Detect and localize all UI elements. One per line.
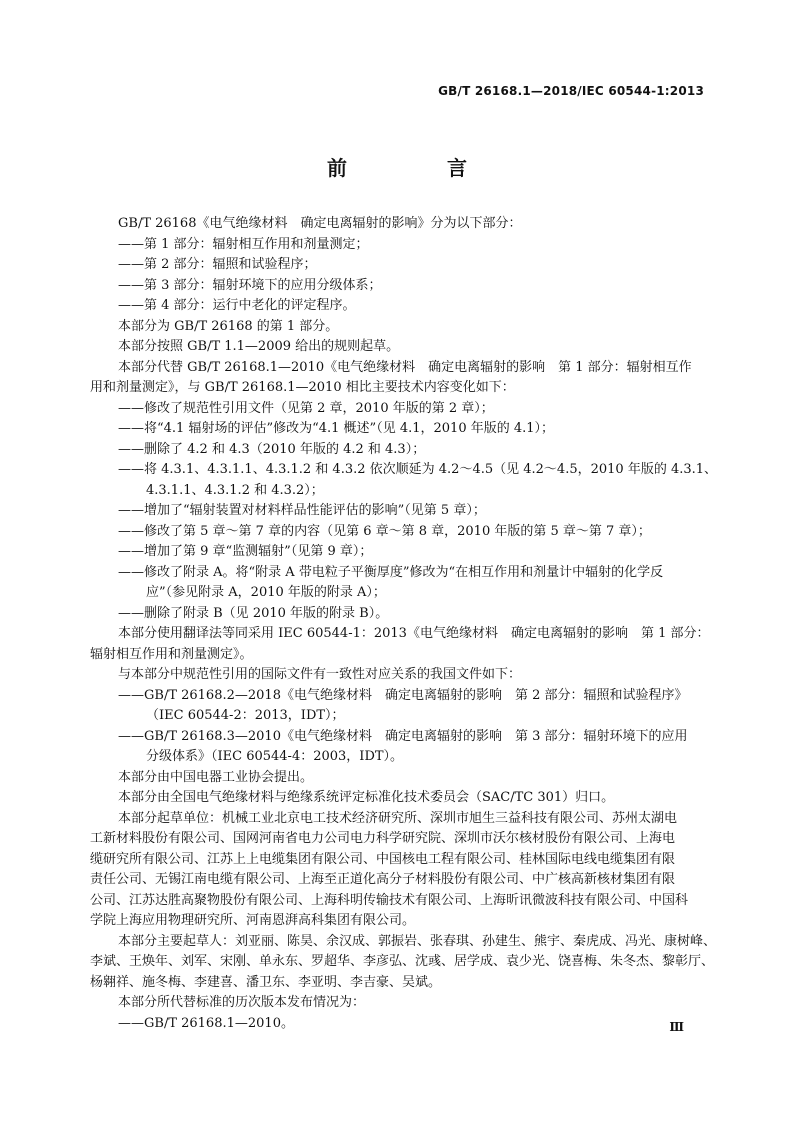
body-line: ——第 2 部分：辐照和试验程序； — [118, 257, 317, 272]
body-line: ——第 1 部分：辐射相互作用和剂量测定； — [118, 236, 369, 252]
body-line: 用和剂量测定》，与 GB/T 26168.1—2010 相比主要技术内容变化如下： — [90, 380, 515, 395]
body-line: ——GB/T 26168.3—2010《电气绝缘材料 确定电离辐射的影响 第 3 部分：辐射环境下的应用 — [118, 728, 688, 744]
body-line: ——增加了第 9 章“监测辐射”（见第 9 章）； — [118, 544, 373, 559]
body-line: ——修改了第 5 章～第 7 章的内容（见第 6 章～第 8 章，2010 年版的第 5 章～第 7 章）； — [118, 523, 651, 539]
body-line: 本部分为 GB/T 26168 的第 1 部分。 — [118, 318, 339, 334]
body-line: 应”（参见附录 A，2010 年版的附录 A）； — [146, 585, 386, 600]
body-line: 辐射相互作用和剂量测定》。 — [90, 646, 253, 662]
body-line: ——将 4.3.1、4.3.1.1、4.3.1.2 和 4.3.2 依次顺延为 4.2～4.5（见 4.2～4.5，2010 年版的 4.3.1、 — [118, 462, 718, 477]
page-title: 前 言 — [327, 156, 507, 180]
body-line: 4.3.1.1、4.3.1.2 和 4.3.2）； — [146, 482, 324, 498]
body-line: ——GB/T 26168.2—2018《电气绝缘材料 确定电离辐射的影响 第 2 部分：辐照和试验程序》 — [118, 687, 688, 703]
body-line: 本部分起草单位：机械工业北京电工技术经济研究所、深圳市旭生三益科技有限公司、苏州太湖电 — [118, 810, 678, 826]
body-line: 分级体系》（IEC 60544-4：2003，IDT）。 — [146, 749, 404, 764]
document-body — [90, 214, 718, 1034]
body-line: ——修改了规范性引用文件（见第 2 章，2010 年版的第 2 章）； — [118, 400, 494, 416]
body-line: 杨翱祥、施冬梅、李建喜、潘卫东、李亚明、李吉豪、吴斌。 — [90, 974, 442, 990]
body-line: 本部分按照 GB/T 1.1—2009 给出的规则起草。 — [118, 339, 400, 354]
body-line: ——删除了 4.2 和 4.3（2010 年版的 4.2 和 4.3）； — [118, 441, 426, 457]
body-line: 本部分主要起草人：刘亚丽、陈昊、余汉成、郭振岩、张春琪、孙建生、熊宇、秦虎成、冯光、康树峰、 — [118, 933, 717, 949]
body-line: 本部分使用翻译法等同采用 IEC 60544-1：2013《电气绝缘材料 确定电离辐射的影响 第 1 部分： — [118, 626, 710, 641]
body-line: 缆研究所有限公司、江苏上上电缆集团有限公司、中国核电工程有限公司、桂林国际电线电缆集团有限 — [90, 851, 676, 867]
body-line: 本部分代替 GB/T 26168.1—2010《电气绝缘材料 确定电离辐射的影响 第 1 部分：辐射相互作 — [118, 359, 692, 375]
body-line: ——增加了“辐射装置对材料样品性能评估的影响”（见第 5 章）； — [118, 503, 486, 518]
body-line: ——将“4.1 辐射场的评估”修改为“4.1 概述”（见 4.1，2010 年版的 4.1）； — [118, 421, 555, 436]
page-number: Ⅲ — [669, 1020, 684, 1034]
body-line: （IEC 60544-2：2013，IDT）； — [146, 708, 345, 723]
body-line: 责任公司、无锡江南电缆有限公司、上海至正道化高分子材料股份有限公司、中广核高新核材集团有限 — [90, 872, 676, 887]
body-line: 与本部分中规范性引用的国际文件有一致性对应关系的我国文件如下： — [118, 667, 522, 682]
body-line: ——修改了附录 A。将“附录 A 带电粒子平衡厚度”修改为“在相互作用和剂量计中辐射的化学反 — [118, 564, 664, 580]
standard-code-header: GB/T 26168.1—2018/IEC 60544-1:2013 — [438, 84, 704, 98]
body-line: 本部分所代替标准的历次版本发布情况为： — [118, 995, 366, 1010]
body-line: 学院上海应用物理研究所、河南恩湃高科集团有限公司。 — [90, 913, 416, 928]
body-line: 工新材料股份有限公司、国网河南省电力公司电力科学研究院、深圳市沃尔核材股份有限公司、上海电 — [90, 831, 676, 846]
body-line: 李斌、王焕年、刘军、宋刚、单永东、罗超华、李彦弘、沈彧、居学成、袁少光、饶喜梅、朱冬杰、黎彰厅、 — [90, 954, 715, 969]
body-line: ——删除了附录 B（见 2010 年版的附录 B）。 — [118, 605, 389, 621]
body-line: ——第 4 部分：运行中老化的评定程序。 — [118, 298, 356, 313]
body-line: ——GB/T 26168.1—2010。 — [118, 1015, 294, 1031]
body-line: 公司、江苏达胜高聚物股份有限公司、上海科明传输技术有限公司、上海昕讯微波科技有限公司、中国科 — [90, 892, 689, 908]
body-line: 本部分由中国电器工业协会提出。 — [118, 769, 314, 785]
body-line: GB/T 26168《电气绝缘材料 确定电离辐射的影响》分为以下部分： — [118, 216, 522, 231]
body-line: ——第 3 部分：辐射环境下的应用分级体系； — [118, 277, 382, 293]
body-line: 本部分由全国电气绝缘材料与绝缘系统评定标准化技术委员会（SAC/TC 301）归口。 — [118, 790, 615, 805]
